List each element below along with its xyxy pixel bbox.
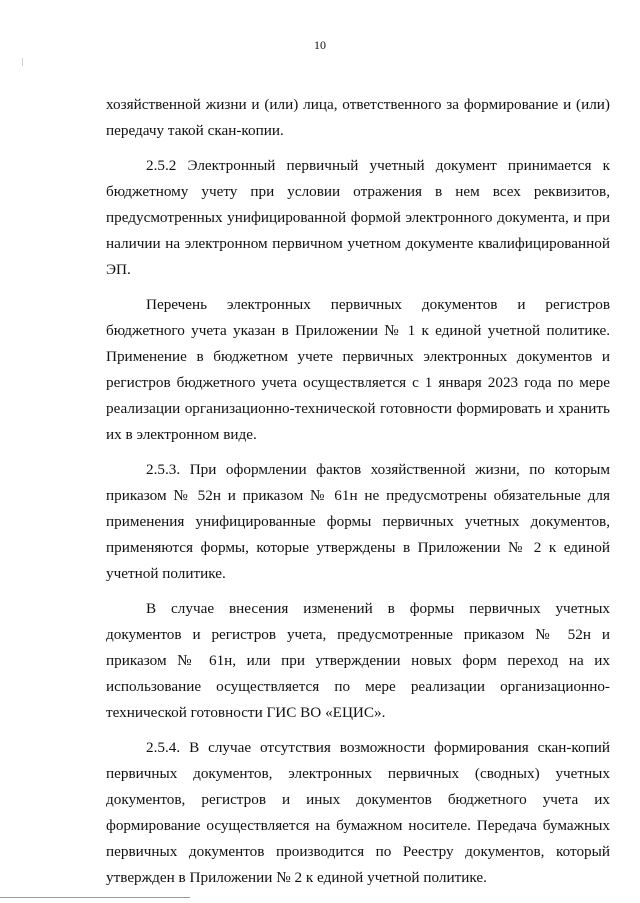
scan-mark (22, 58, 23, 66)
footer-rule (0, 897, 190, 898)
paragraph-document-list: Перечень электронных первичных документов и регистров бюджетного учета указан в Приложении № 1 к единой учетной политике. Применение в бюджетном учете первичных электронных документов и регистров бюджетного учета осуществляется с 1 января 2023 года по мере реализации организационно-технической готовности формировать и хранить их в электронном виде. (106, 296, 610, 443)
document-body (106, 92, 610, 891)
paragraph-2-5-4: 2.5.4. В случае отсутствия возможности формирования скан-копий первичных документов, электронных первичных (сводных) учетных документов, регистров и иных документов бюджетного учета их формирование осуществляется на бумажном носителе. Передача бумажных первичных документов производится по Реестру документов, который утвержден в Приложении № 2 к единой учетной политике. (106, 739, 610, 886)
paragraph-form-changes: В случае внесения изменений в формы первичных учетных документов и регистров учета, предусмотренные приказом № 52н и приказом № 61н, или при утверждении новых форм переход на их использование осуществляется по мере реализации организационно-технической готовности ГИС ВО «ЕЦИС». (106, 600, 610, 721)
page-number: 10 (314, 38, 326, 52)
paragraph-2-5-3: 2.5.3. При оформлении фактов хозяйственной жизни, по которым приказом № 52н и приказом № 61н не предусмотрены обязательные для применения унифицированные формы первичных учетных документов, применяются формы, которые утверждены в Приложении № 2 к единой учетной политике. (106, 461, 610, 582)
paragraph-continuation: хозяйственной жизни и (или) лица, ответственного за формирование и (или) передачу такой скан-копии. (106, 96, 610, 139)
paragraph-2-5-2: 2.5.2 Электронный первичный учетный документ принимается к бюджетному учету при условии отражения в нем всех реквизитов, предусмотренных унифицированной формой электронного документа, и при наличии на электронном первичном учетном документе квалифицированной ЭП. (106, 157, 610, 278)
